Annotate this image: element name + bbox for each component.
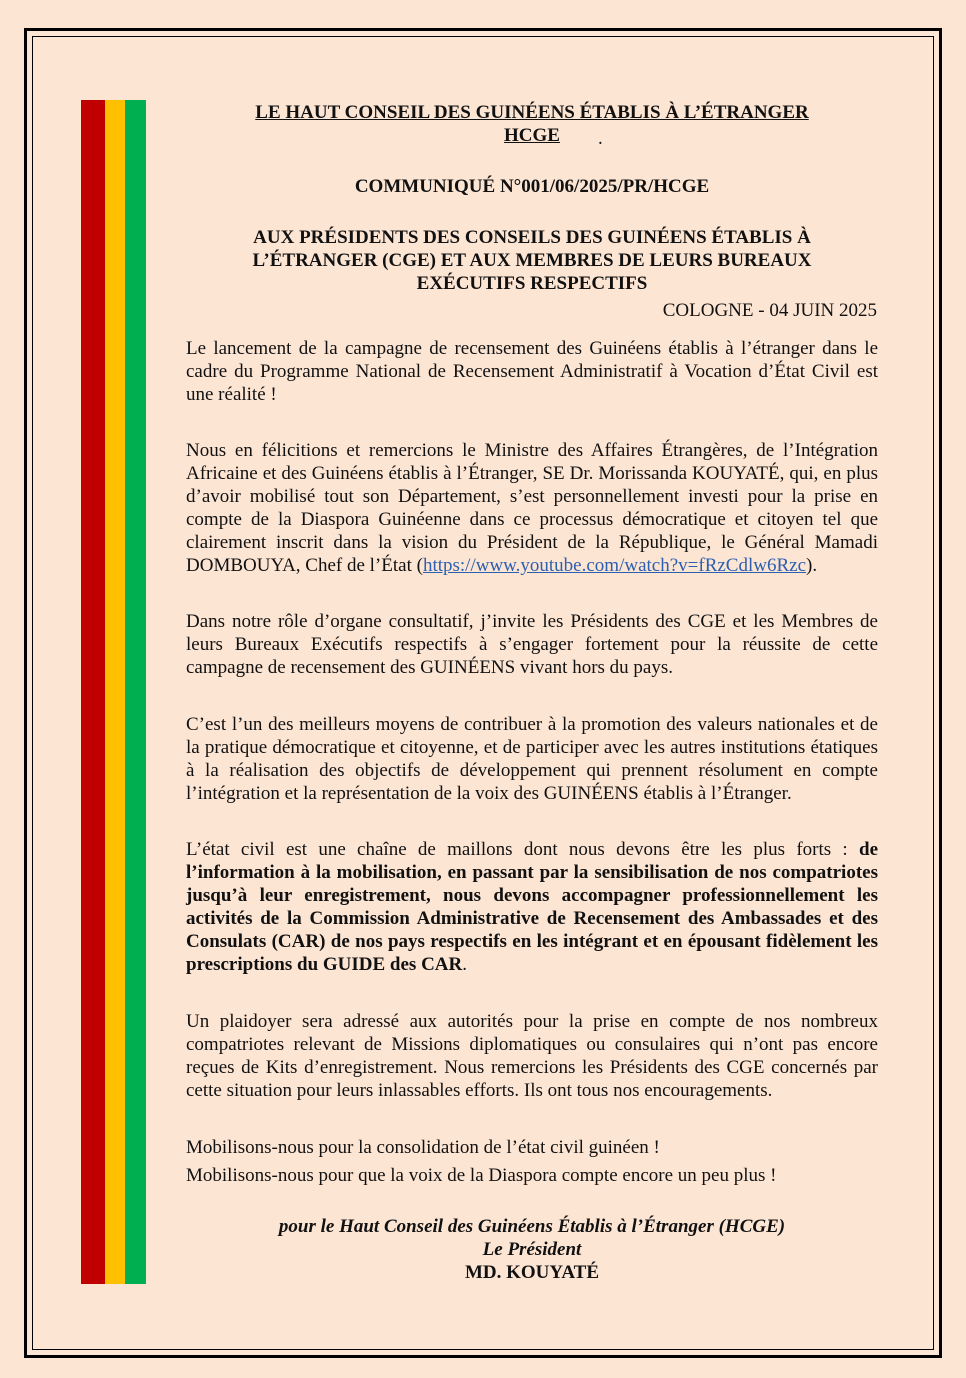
communique-number: COMMUNIQUÉ N°001/06/2025/PR/HCGE: [354, 176, 710, 197]
paragraph-4: C’est l’un des meilleurs moyens de contribuer à la promotion des valeurs nationales et de la pratique démocratique et citoyenne, et de participer avec les autres institutions étatiques à la réalisation des objectifs de développement qui prennent résolument en compte l’intégration et la représentation de la voix des GUINÉENS établis à l’Étranger.: [186, 714, 878, 804]
paragraph-2-text: Nous en félicitions et remercions le Ministre des Affaires Étrangères, de l’Intégration Africaine et des Guinéens établis à l’Étranger, SE Dr. Morissanda KOUYATÉ, qui, en plus d’avoir mobilisé tout son Département, s’est personnellement investi pour la prise en compte de la Diaspora Guinéenne dans ce processus démocratique et citoyen tel que clairement inscrit dans la vision du Président de la République, le Général Mamadi DOMBOUYA, Chef de l’État (: [186, 440, 878, 576]
signature-title: Le Président: [482, 1239, 582, 1260]
paragraph-5-end: .: [462, 954, 467, 975]
place-date: COLOGNE - 04 JUIN 2025: [662, 300, 877, 321]
paragraph-5-text: L’état civil est une chaîne de maillons dont nous devons être les plus forts :: [186, 839, 859, 860]
paragraph-2-end: ).: [806, 555, 818, 576]
paragraph-5: [186, 838, 878, 976]
signature-org: pour le Haut Conseil des Guinéens Établis à l’Étranger (HCGE): [278, 1216, 786, 1237]
addressee-line-3: EXÉCUTIFS RESPECTIFS: [416, 273, 648, 294]
flag-stripe-yellow: [105, 100, 127, 1284]
paragraph-2: [186, 439, 878, 577]
paragraph-6: Un plaidoyer sera adressé aux autorités pour la prise en compte de nos nombreux compatriotes relevant de Missions diplomatiques ou consulaires qui n’ont pas encore reçues de Kits d’enregistrement. Nous remercions les Présidents des CGE concernés par cette situation pour leurs inlassables efforts. Ils ont tous nos encouragements.: [186, 1011, 878, 1101]
flag-stripe-green: [125, 100, 146, 1284]
org-title: LE HAUT CONSEIL DES GUINÉENS ÉTABLIS À L’ÉTRANGER: [255, 102, 809, 123]
signature-name: MD. KOUYATÉ: [464, 1262, 600, 1283]
flag-stripe-red: [81, 100, 105, 1284]
closing-line-1: Mobilisons-nous pour la consolidation de l’état civil guinéen !: [186, 1137, 660, 1158]
addressee-line-2: L’ÉTRANGER (CGE) ET AUX MEMBRES DE LEURS BUREAUX: [252, 250, 812, 271]
org-dot: .: [598, 128, 603, 149]
addressee-line-1: AUX PRÉSIDENTS DES CONSEILS DES GUINÉENS ÉTABLIS À: [253, 227, 811, 248]
youtube-link[interactable]: https://www.youtube.com/watch?v=fRzCdlw6Rzc: [422, 555, 807, 576]
closing-line-2: Mobilisons-nous pour que la voix de la Diaspora compte encore un peu plus !: [186, 1165, 777, 1186]
paragraph-1: Le lancement de la campagne de recensement des Guinéens établis à l’étranger dans le cadre du Programme National de Recensement Administratif à Vocation d’État Civil est une réalité !: [186, 338, 878, 405]
org-acronym: HCGE: [504, 125, 560, 146]
paragraph-5-bold: de l’information à la mobilisation, en passant par la sensibilisation de nos compatriotes jusqu’à leur enregistrement, nous devons accompagner professionnellement les activités de la Commission Administrative de Recensement des Ambassades et des Consulats (CAR) de nos pays respectifs en les intégrant et en épousant fidèlement les prescriptions du GUIDE des CAR: [186, 839, 878, 975]
paragraph-3: Dans notre rôle d’organe consultatif, j’invite les Présidents des CGE et les Membres de leurs Bureaux Exécutifs respectifs à s’engager fortement pour la réussite de cette campagne de recensement des GUINÉENS vivant hors du pays.: [186, 611, 878, 678]
